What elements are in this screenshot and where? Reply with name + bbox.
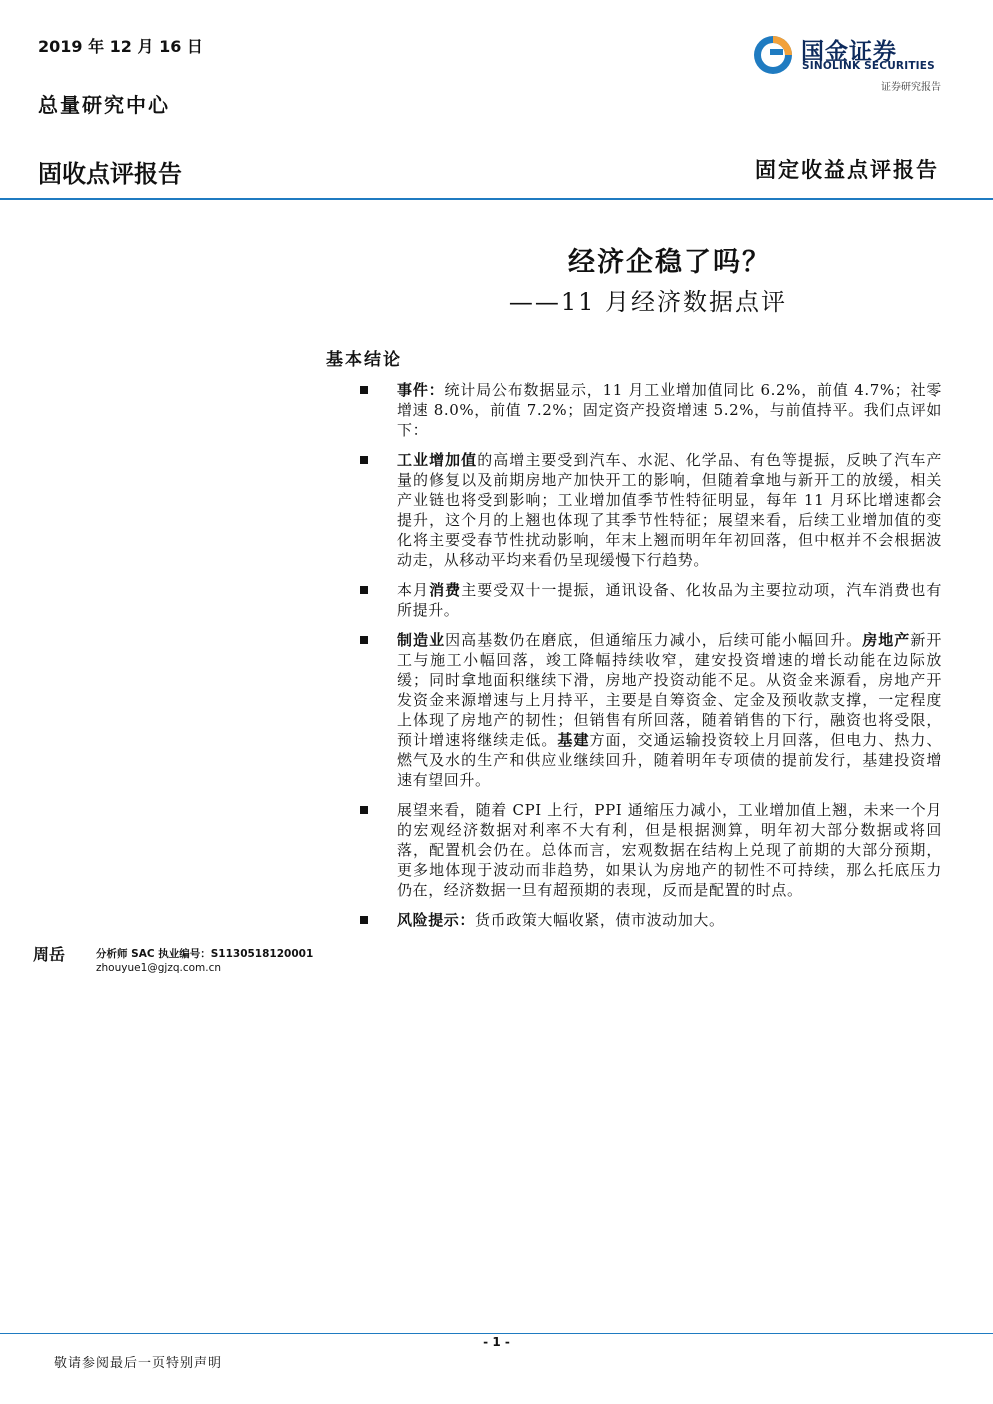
bullet-text: 主要受双十一提振，通讯设备、化妆品为主要拉动项，汽车消费也有所提升。 bbox=[397, 581, 943, 619]
bullet-square-icon bbox=[360, 386, 368, 394]
analyst-name: 周岳 bbox=[33, 945, 66, 964]
list-item bbox=[360, 450, 942, 570]
list-item bbox=[360, 580, 942, 620]
bullet-text: 货币政策大幅收紧，债市波动加大。 bbox=[475, 911, 725, 929]
bullet-square-icon bbox=[360, 916, 368, 924]
report-date: 2019 年 12 月 16 日 bbox=[38, 37, 203, 56]
logo-english-name: SINOLINK SECURITIES bbox=[802, 60, 935, 72]
list-item bbox=[360, 910, 942, 930]
list-item bbox=[360, 380, 942, 440]
research-center: 总量研究中心 bbox=[38, 93, 170, 117]
bullet-lead-3: 基建 bbox=[557, 731, 590, 749]
report-subtitle: ——11 月经济数据点评 bbox=[508, 288, 787, 316]
bullet-lead: 工业增加值 bbox=[397, 451, 478, 469]
list-item bbox=[360, 630, 942, 790]
section-title: 基本结论 bbox=[326, 350, 402, 370]
bullet-square-icon bbox=[360, 586, 368, 594]
conclusion-list bbox=[360, 380, 942, 940]
page-number: - 1 - bbox=[483, 1335, 510, 1349]
logo-chinese-name: 国金证券 bbox=[801, 39, 897, 65]
report-type-left: 固收点评报告 bbox=[38, 160, 182, 188]
logo-subtitle: 证券研究报告 bbox=[881, 82, 941, 93]
bullet-square-icon bbox=[360, 456, 368, 464]
bullet-text: 统计局公布数据显示，11 月工业增加值同比 6.2%，前值 4.7%；社零增速 8.0%，前值 7.2%；固定资产投资增速 5.2%，与前值持平。我们点评如下： bbox=[397, 381, 942, 439]
analyst-info bbox=[96, 947, 313, 975]
analyst-sac-id: S1130518120001 bbox=[210, 948, 314, 960]
logo-mark-icon bbox=[751, 33, 795, 77]
bullet-lead: 风险提示： bbox=[397, 911, 476, 929]
report-type-right: 固定收益点评报告 bbox=[755, 157, 939, 182]
bullet-text-3: 方面，交通运输投资较上月回落，但电力、热力、燃气及水的生产和供应业继续回升，随着明年专项债的提前发行，基建投资增速有望回升。 bbox=[397, 731, 942, 789]
list-item bbox=[360, 800, 942, 900]
analyst-email[interactable]: zhouyue1@gjzq.com.cn bbox=[96, 962, 222, 974]
bullet-square-icon bbox=[360, 636, 368, 644]
bullet-text: 展望来看，随着 CPI 上行，PPI 通缩压力减小，工业增加值上翘，未来一个月的宏观经济数据对利率不大有利，但是根据测算，明年初大部分数据或将回落，配置机会仍在。总体而言，宏观数据在结构上兑现了前期的大部分预期，更多地体现于波动而非趋势，如果认为房地产的韧性不可持续，那么托底压力仍在，经济数据一旦有超预期的表现，反而是配置的时点。 bbox=[397, 801, 942, 899]
bullet-lead: 制造业 bbox=[397, 631, 446, 649]
bullet-lead: 事件： bbox=[397, 381, 445, 399]
bullet-lead: 消费 bbox=[429, 581, 462, 599]
bullet-square-icon bbox=[360, 806, 368, 814]
header-divider bbox=[0, 198, 993, 200]
bullet-text: 的高增主要受到汽车、水泥、化学品、有色等提振，反映了汽车产量的修复以及前期房地产加快开工的影响，但随着拿地与新开工的放缓，相关产业链也将受到影响；工业增加值季节性特征明显，每年 11 月环比增速都会提升，这个月的上翘也体现了其季节性特征；展望来看，后续工业增加值的变化将主要受春节性扰动影响，年末上翘而明年年初回落，但中枢并不会根据波动走，从移动平均来看仍呈现缓慢下行趋势。 bbox=[397, 451, 942, 569]
footer-disclaimer: 敬请参阅最后一页特别声明 bbox=[54, 1356, 223, 1371]
bullet-pre: 本月 bbox=[397, 581, 430, 599]
bullet-lead-2: 房地产 bbox=[862, 631, 911, 649]
bullet-text-2: 新开工与施工小幅回落，竣工降幅持续收窄，建安投资增速的增长动能在边际放缓；同时拿地面积继续下滑，房地产投资动能不足。从资金来源看，房地产开发资金来源增速与上月持平，主要是自筹资金、定金及预收款支撑，一定程度上体现了房地产的韧性；但销售有所回落，随着销售的下行，融资也将受限，预计增速将继续走低。 bbox=[397, 631, 942, 749]
analyst-sac-label: 分析师 SAC 执业编号： bbox=[96, 948, 211, 960]
footer-divider bbox=[0, 1333, 993, 1334]
bullet-text: 因高基数仍在磨底，但通缩压力减小，后续可能小幅回升。 bbox=[445, 631, 863, 649]
company-logo bbox=[751, 33, 941, 77]
report-title: 经济企稳了吗？ bbox=[568, 247, 771, 278]
